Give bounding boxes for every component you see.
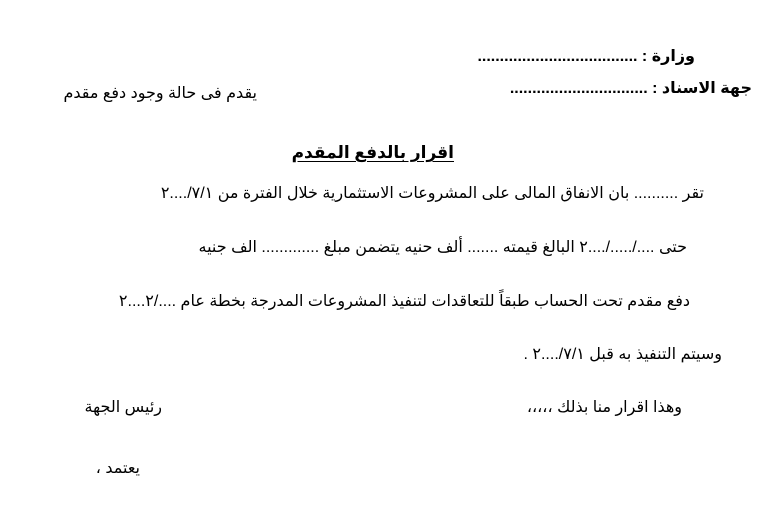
funding-body-line: جهة الاسناد : ............................... xyxy=(509,80,752,97)
declaration-line: وهذا اقرار منا بذلك ،،،،، xyxy=(526,399,682,416)
advance-payment-note: يقدم فى حالة وجود دفع مقدم xyxy=(63,85,257,102)
body-line-1: تقر .......... بان الانفاق المالى على المشروعات الاستثمارية خلال الفترة من ٧/١/....٢ xyxy=(160,185,704,202)
approved-label: يعتمد ، xyxy=(95,460,140,477)
ministry-line: وزارة : .................................... xyxy=(477,48,695,65)
body-line-4: وسيتم التنفيذ به قبل ٧/١/....٢ . xyxy=(523,346,722,363)
body-line-2: حتى ..../...../....٢ البالغ قيمته ....... ألف حنيه يتضمن مبلغ ............. الف جنيه xyxy=(198,239,687,256)
body-line-3: دفع مقدم تحت الحساب طبقاً للتعاقدات لتنفيذ المشروعات المدرجة بخطة عام ..../٢....٢ xyxy=(118,293,690,310)
page-title: اقرار بالدفع المقدم xyxy=(291,143,454,162)
head-of-entity-label: رئيس الجهة xyxy=(84,399,162,416)
